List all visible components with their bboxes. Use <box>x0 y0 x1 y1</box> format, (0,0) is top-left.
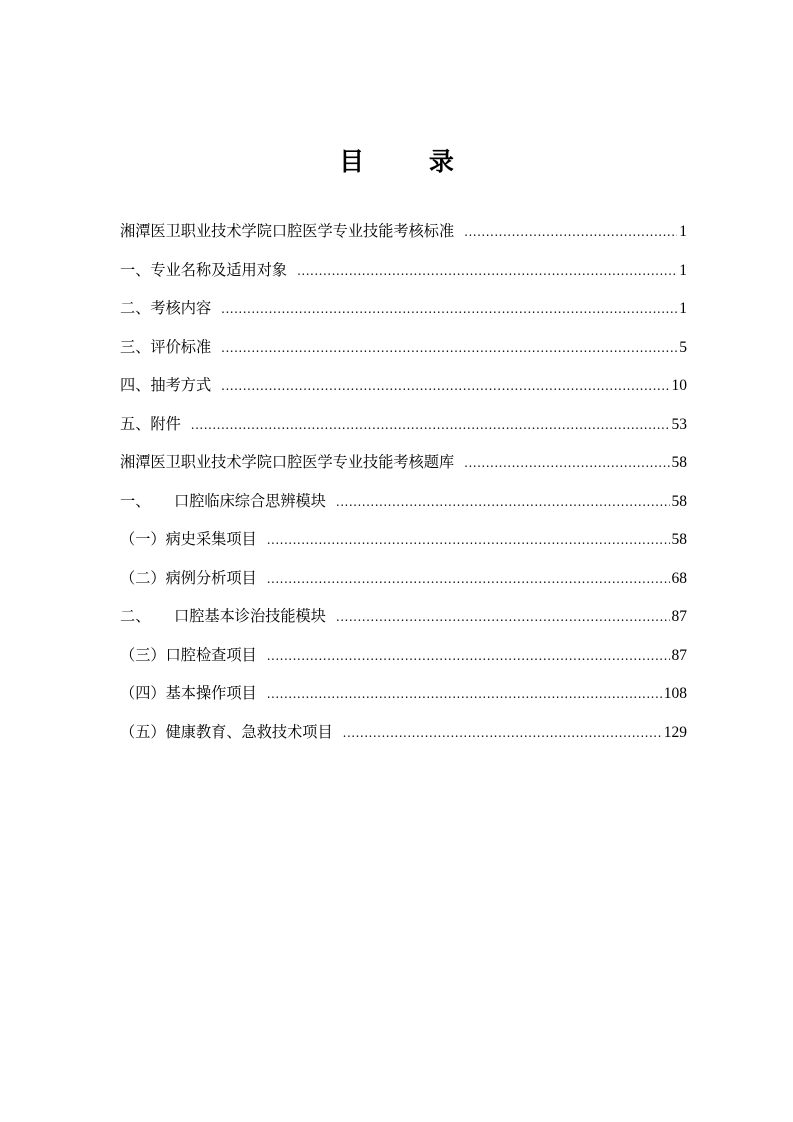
toc-entry-page: 58 <box>671 531 687 548</box>
toc-entry[interactable] <box>120 563 687 602</box>
toc-leader-dots <box>464 217 677 247</box>
toc-leader-dots <box>343 718 662 748</box>
toc-entry-label: 湘潭医卫职业技术学院口腔医学专业技能考核标准 <box>120 222 455 240</box>
toc-entry[interactable] <box>120 216 687 255</box>
toc-entry-label: 三、评价标准 <box>120 337 212 356</box>
toc-entry-page: 129 <box>663 723 687 741</box>
toc-entry-page: 5 <box>679 338 687 356</box>
toc-entry-label: （二）病例分析项目 <box>120 568 257 587</box>
toc-leader-dots <box>267 641 670 671</box>
toc-entry-label: 二、考核内容 <box>120 299 212 317</box>
toc-entry-prefix: 二、 <box>120 607 151 625</box>
toc-entry-text: 口腔临床综合思辨模块 <box>174 491 326 510</box>
toc-leader-dots <box>267 679 662 709</box>
toc-leader-dots <box>221 371 669 401</box>
toc-entry-label: 一、专业名称及适用对象 <box>120 260 288 279</box>
toc-entry[interactable] <box>120 717 687 756</box>
toc-entry-label: 湘潭医卫职业技术学院口腔医学专业技能考核题库 <box>120 453 455 471</box>
toc-entry-label: 五、附件 <box>120 414 181 433</box>
toc-entry-label: （五）健康教育、急救技术项目 <box>120 722 333 741</box>
toc-entry-page: 1 <box>679 261 687 279</box>
toc-entry[interactable] <box>120 678 687 717</box>
toc-entry-page: 87 <box>671 608 687 625</box>
toc-entry-page: 108 <box>663 685 687 702</box>
toc-entry-page: 87 <box>671 646 687 664</box>
toc-title: 目 录 <box>339 147 482 176</box>
toc-leader-dots <box>221 333 677 363</box>
toc-leader-dots <box>221 294 677 324</box>
toc-entry-page: 1 <box>679 300 687 317</box>
toc-entry-page: 58 <box>671 492 687 510</box>
toc-entry[interactable] <box>120 370 687 409</box>
toc-entry-label: （四）基本操作项目 <box>120 684 257 702</box>
toc-entry[interactable] <box>120 255 687 294</box>
toc-entry[interactable] <box>120 409 687 448</box>
toc-list <box>120 216 687 755</box>
toc-leader-dots <box>297 256 677 286</box>
toc-entry-label: （三）口腔检查项目 <box>120 645 257 664</box>
toc-entry-page: 10 <box>671 377 687 394</box>
toc-entry[interactable] <box>120 601 687 640</box>
toc-entry-page: 68 <box>671 569 687 587</box>
toc-entry[interactable] <box>120 332 687 371</box>
toc-entry-label <box>120 601 326 631</box>
toc-entry[interactable] <box>120 524 687 563</box>
toc-leader-dots <box>336 487 670 517</box>
toc-entry[interactable] <box>120 486 687 525</box>
toc-entry-prefix: 一、 <box>120 491 151 510</box>
toc-entry-page: 53 <box>671 415 687 433</box>
toc-leader-dots <box>336 602 670 632</box>
toc-leader-dots <box>191 410 670 440</box>
toc-entry[interactable] <box>120 447 687 486</box>
toc-entry-text: 口腔基本诊治技能模块 <box>174 607 326 625</box>
toc-entry-label: 四、抽考方式 <box>120 376 212 394</box>
toc-entry[interactable] <box>120 640 687 679</box>
toc-entry-label <box>120 486 326 516</box>
toc-entry-label: （一）病史采集项目 <box>120 530 257 548</box>
toc-entry[interactable] <box>120 293 687 332</box>
toc-leader-dots <box>464 448 669 478</box>
toc-entry-page: 1 <box>679 223 687 240</box>
toc-leader-dots <box>267 564 670 594</box>
toc-leader-dots <box>267 525 670 555</box>
toc-entry-page: 58 <box>671 454 687 471</box>
